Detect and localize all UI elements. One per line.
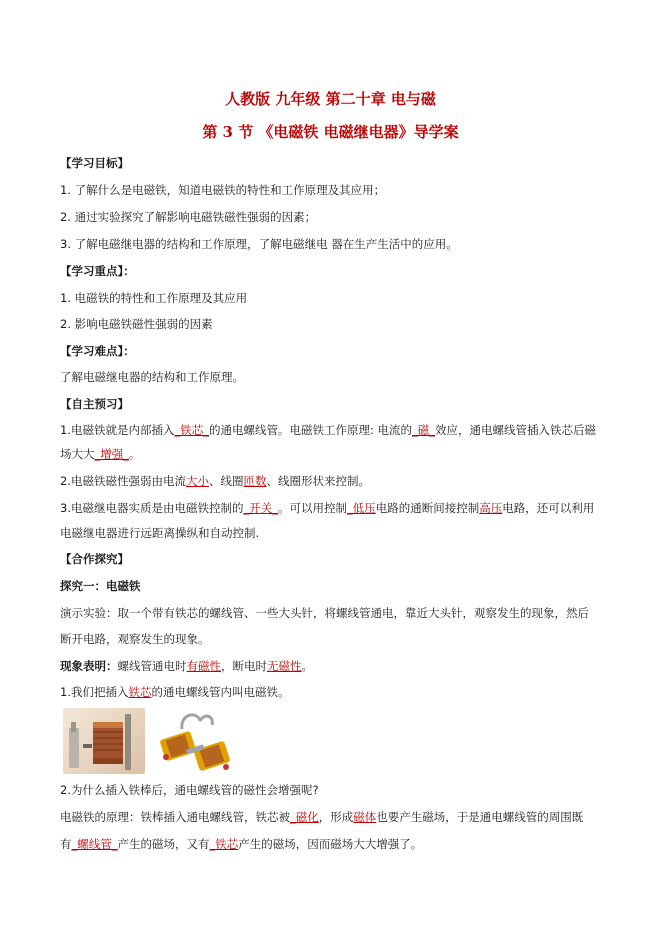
answer-blank: 无磁性 [267,659,302,673]
answer-blank: _铁芯_ [174,423,209,437]
preview-q1-line2 [60,446,141,462]
answer-blank: 大小 [185,474,209,488]
doc-title-line2: 第 3 节 《电磁铁 电磁继电器》导学案 [202,123,459,141]
preview-q3-line1 [60,500,594,516]
phenomenon-label: 现象表明： [60,659,118,673]
explore-topic-1: 探究一：电磁铁 [60,579,141,593]
principle-line2 [60,836,422,852]
text: 效应，通电螺线管插入铁芯后磁 [435,423,597,437]
electromagnet-photo-1 [63,708,145,774]
answer-blank: _开关_ [243,501,278,515]
preview-heading: 【自主预习】 [60,397,129,411]
text: 、线圈 [208,474,244,488]
text: 1.电磁铁就是内部插入 [60,423,175,437]
goal-item-2: 2. 通过实验探究了解影响电磁铁磁性强弱的因素； [60,210,317,224]
text: 的通电螺线管。电磁铁工作原理: 电流的 [208,423,413,437]
answer-blank: _螺线管_ [71,837,118,851]
demo-line2: 断开电路，观察发生的现象。 [60,632,210,646]
text: 。 [301,659,313,673]
text: 。可以用控制 [277,501,347,515]
electromagnet-photo-2 [152,707,240,777]
principle-line1 [60,809,583,825]
text: 电路，还可以利用 [502,501,595,515]
answer-blank: 高压 [479,501,503,515]
text: 螺线管通电时 [117,659,187,673]
text: ，形成 [318,810,354,824]
difficulty-heading: 【学习难点】： [60,344,135,358]
text: 场大大 [60,447,95,461]
preview-q3-line2: 电磁继电器进行远距离操纵和自动控制. [60,526,260,540]
text: 电磁铁的原理：铁棒插入通电螺线管，铁芯被 [60,810,290,824]
preview-q1-line1 [60,422,596,438]
answer-blank: 有磁性 [186,659,221,673]
phenomenon-line [60,658,313,674]
answer-blank: 磁体 [353,810,377,824]
answer-blank: 铁芯 [128,685,152,699]
goals-heading: 【学习目标】 [60,156,129,170]
text: 电路的通断间接控制 [375,501,480,515]
explore-q2: 2.为什么插入铁棒后，通电螺线管的磁性会增强呢? [60,783,319,797]
text: 、线圈形状来控制。 [266,474,370,488]
difficulty-item-1: 了解电磁继电器的结构和工作原理。 [60,370,244,384]
goal-item-1: 1. 了解什么是电磁铁，知道电磁铁的特性和工作原理及其应用； [60,183,386,197]
text: 2.电磁铁磁性强弱由电流 [60,474,186,488]
answer-blank: _磁化 [290,810,319,824]
answer-blank: _磁_ [412,423,436,437]
text: 产生的磁场，又有 [117,837,210,851]
answer-blank: _增强_ [94,447,129,461]
explore-heading: 【合作探究】 [60,552,129,566]
text: ，断电时 [221,659,267,673]
explore-q1 [60,684,289,700]
text: 有 [60,837,72,851]
demo-line1: 演示实验：取一个带有铁芯的螺线管、一些大头针，将螺线管通电，靠近大头针，观察发生的现象，然后 [60,606,589,620]
answer-blank: _铁芯 [209,837,239,851]
text: 的通电螺线管内叫电磁铁。 [151,685,290,699]
answer-blank: 匝数 [243,474,267,488]
key-point-item-2: 2. 影响电磁铁磁性强弱的因素 [60,317,213,331]
goal-item-3: 3. 了解电磁继电器的结构和工作原理，了解电磁继电 器在生产生活中的应用。 [60,237,458,251]
doc-title-line1: 人教版 九年级 第二十章 电与磁 [225,90,436,108]
answer-blank: _低压 [346,501,376,515]
text: 也要产生磁场，于是通电螺线管的周围既 [376,810,584,824]
key-points-heading: 【学习重点】： [60,264,135,278]
text: 1.我们把插入 [60,685,129,699]
preview-q2 [60,473,370,489]
key-point-item-1: 1. 电磁铁的特性和工作原理及其应用 [60,291,248,305]
text: 产生的磁场，因而磁场大大增强了。 [238,837,423,851]
text: 3.电磁继电器实质是由电磁铁控制的 [60,501,244,515]
text: 。 [129,447,141,461]
